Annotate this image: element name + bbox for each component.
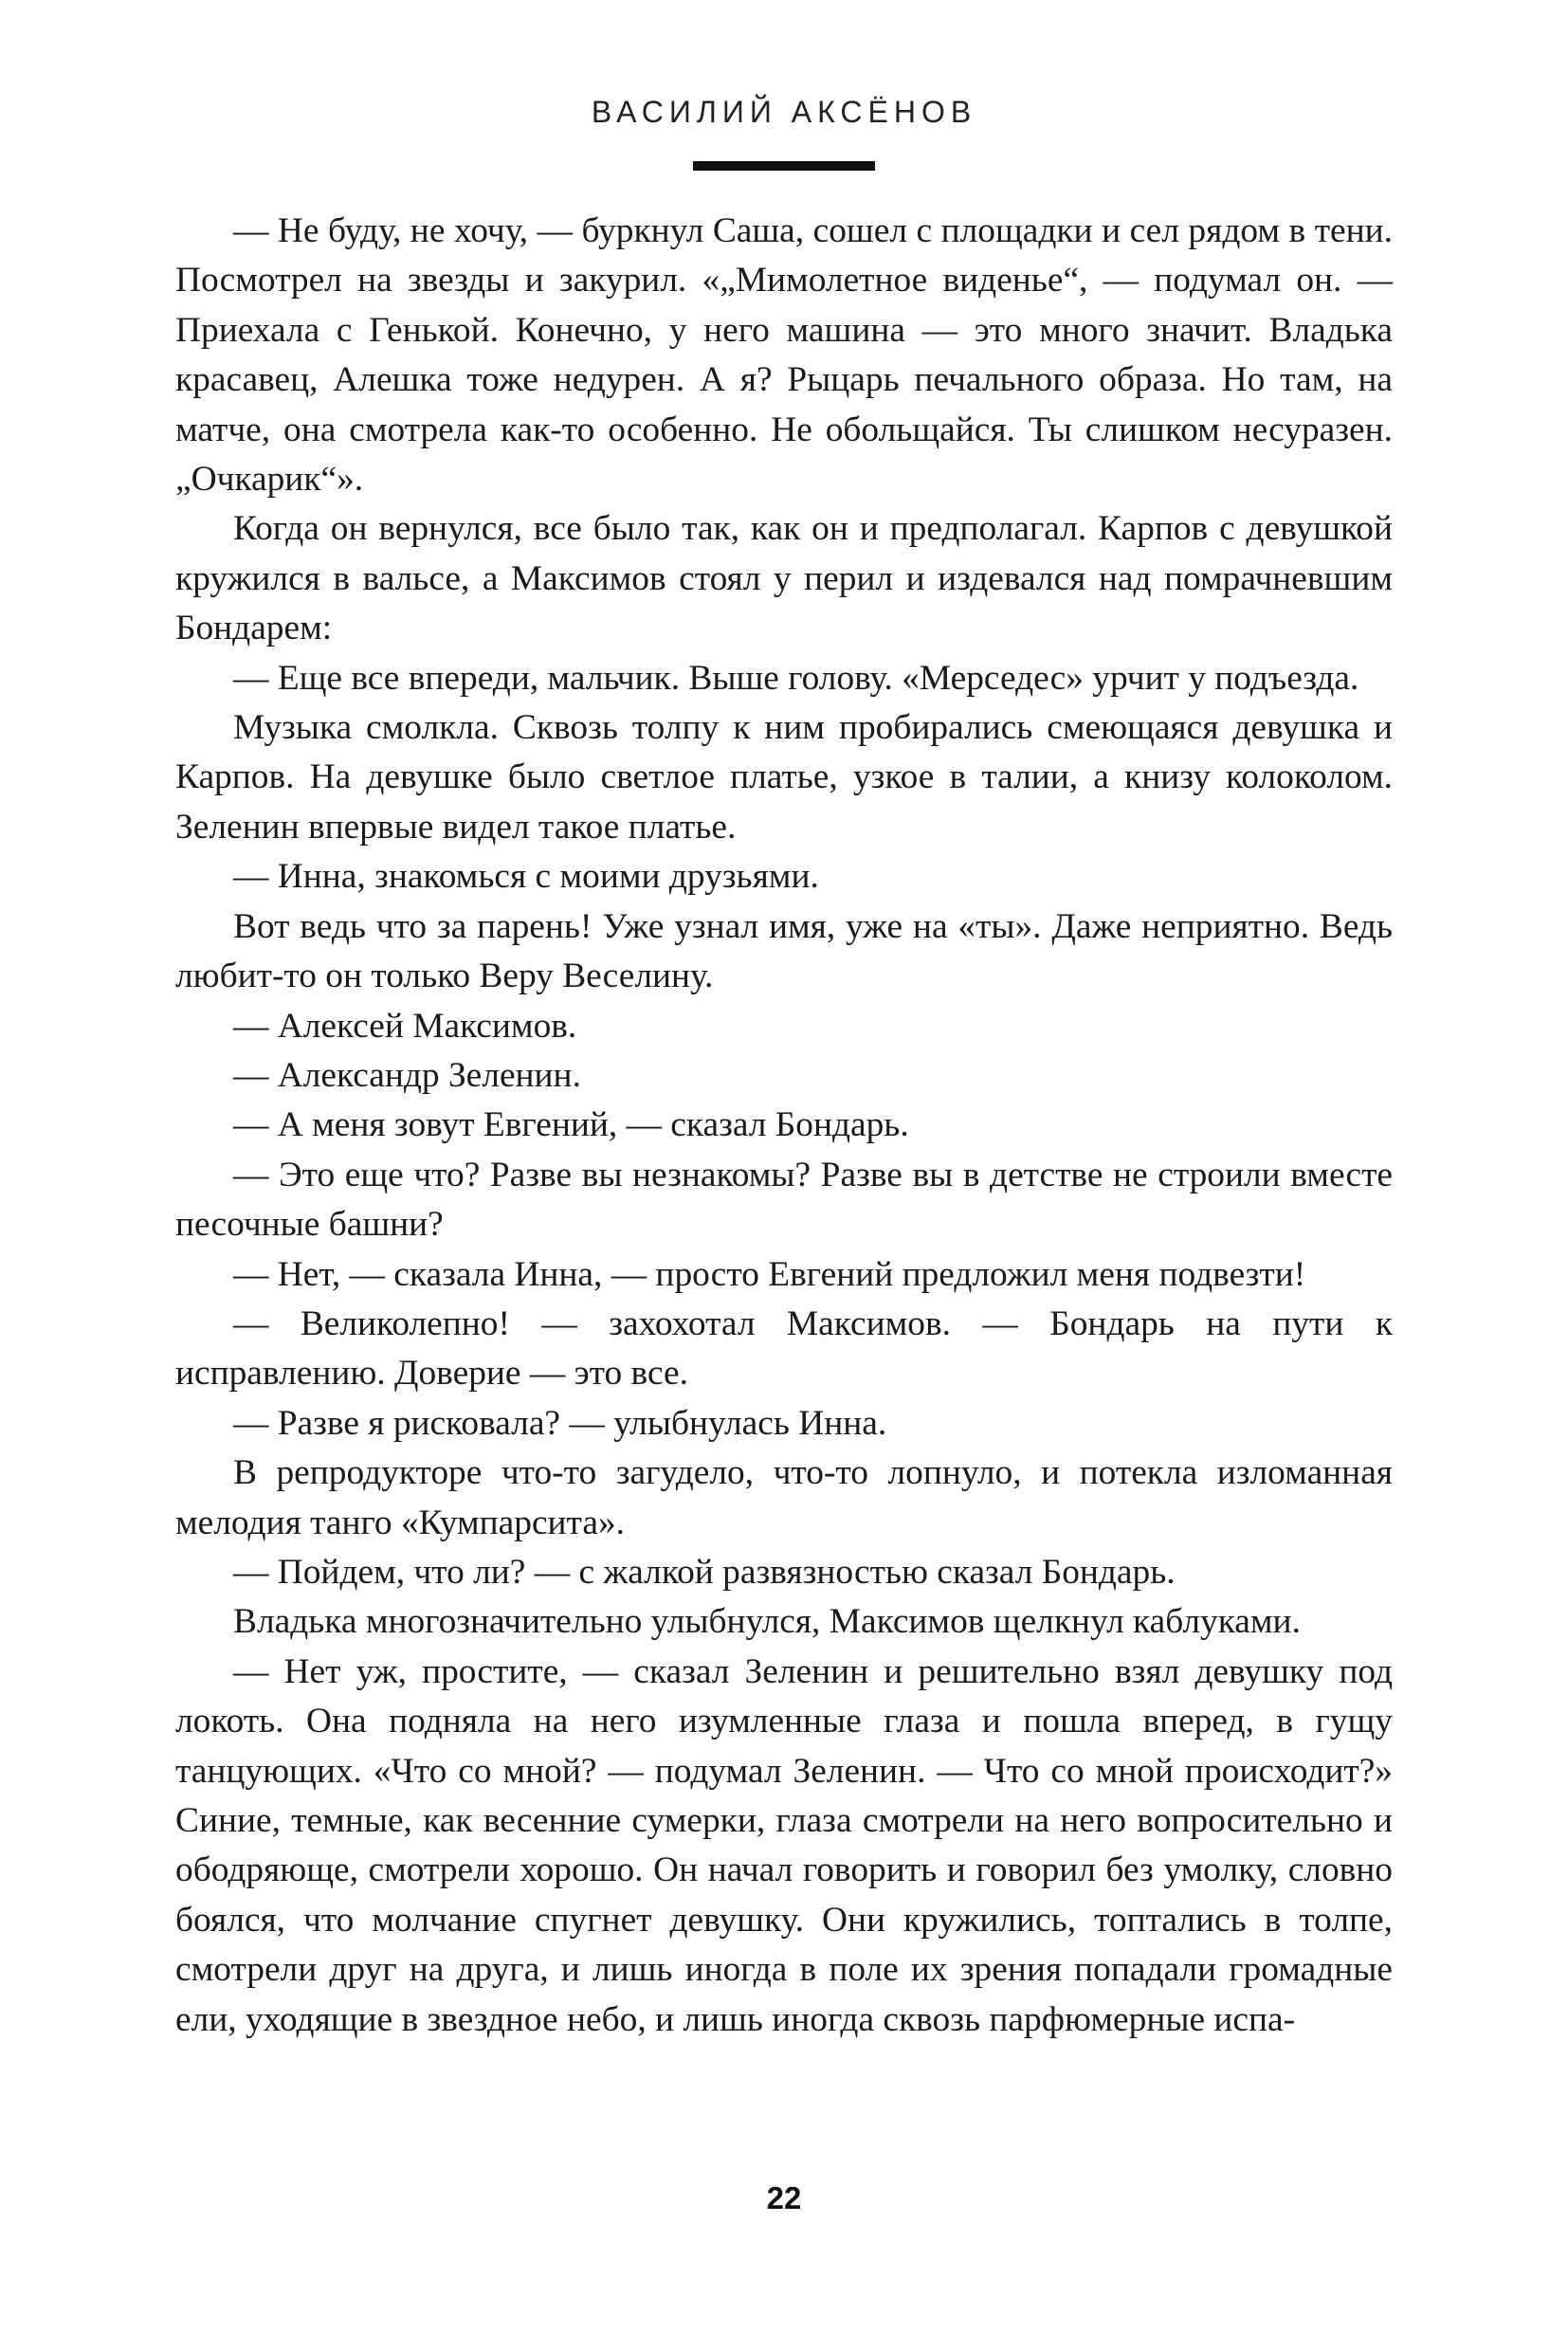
paragraph: — Не буду, не хочу, — буркнул Саша, сошел с площадки и сел рядом в тени. Посмотрел на звезды и закурил. «„Мимолетное виденье“, — подумал он. — Приехала с Генькой. Конечно, у него машина — это много значит. Владька красавец, Алешка тоже недурен. А я? Рыцарь печального образа. Но там, на матче, она смотрела как-то особенно. Не обольщайся. Ты слишком несуразен. „Очкарик“». (175, 211, 1393, 500)
paragraph: — Нет, — сказала Инна, — просто Евгений предложил меня подвезти! (233, 1254, 1306, 1294)
paragraph: — Александр Зеленин. (233, 1055, 581, 1095)
paragraph: Вот ведь что за парень! Уже узнал имя, уже на «ты». Даже неприятно. Ведь любит-то он только Веру Веселину. (175, 906, 1393, 996)
paragraph: — Великолепно! — захохотал Максимов. — Бондарь на пути к исправлению. Доверие — это все. (175, 1303, 1393, 1394)
paragraph: — Еще все впереди, мальчик. Выше голову. «Мерседес» урчит у подъезда. (233, 658, 1359, 698)
paragraph: Владька многозначительно улыбнулся, Максимов щелкнул каблуками. (233, 1602, 1301, 1642)
header-rule (693, 161, 875, 171)
body-text (175, 207, 1393, 2045)
paragraph: — А меня зовут Евгений, — сказал Бондарь. (233, 1105, 909, 1145)
paragraph: — Алексей Максимов. (233, 1006, 577, 1046)
paragraph: — Инна, знакомься с моими друзьями. (233, 857, 819, 897)
page-number: 22 (766, 2180, 802, 2215)
paragraph: — Это еще что? Разве вы незнакомы? Разве вы в детстве не строили вместе песочные башни? (175, 1155, 1393, 1245)
paragraph: — Нет уж, простите, — сказал Зеленин и решительно взял девушку под локоть. Она подняла на него изумленные глаза и пошла вперед, в гущу танцующих. «Что со мной? — подумал Зеленин. — Что со мной происходит?» Синие, темные, как весенние сумерки, глаза смотрели на него вопросительно и ободряюще, смотрели хорошо. Он начал говорить и говорил без умолку, словно боялся, что молчание спугнет девушку. Они кружились, топтались в толпе, смотрели друг на друга, и лишь иногда в поле их зрения попадали громадные ели, уходящие в звездное небо, и лишь иногда сквозь парфюмерные испа- (175, 1651, 1393, 2039)
paragraph: Музыка смолкла. Сквозь толпу к ним пробирались смеющаяся девушка и Карпов. На девушке было светлое платье, узкое в талии, а книзу колоколом. Зеленин впервые видел такое платье. (175, 708, 1393, 847)
paragraph: — Разве я рисковала? — улыбнулась Инна. (233, 1403, 887, 1443)
running-head-author: ВАСИЛИЙ АКСЁНОВ (591, 95, 977, 129)
paragraph: — Пойдем, что ли? — с жалкой развязностью сказал Бондарь. (233, 1552, 1176, 1592)
paragraph: В репродукторе что-то загудело, что-то лопнуло, и потекла изломанная мелодия танго «Кумпарсита». (175, 1453, 1393, 1542)
paragraph: Когда он вернулся, все было так, как он и предполагал. Карпов с девушкой кружился в вальсе, а Максимов стоял у перил и издевался над помрачневшим Бондарем: (175, 509, 1393, 648)
